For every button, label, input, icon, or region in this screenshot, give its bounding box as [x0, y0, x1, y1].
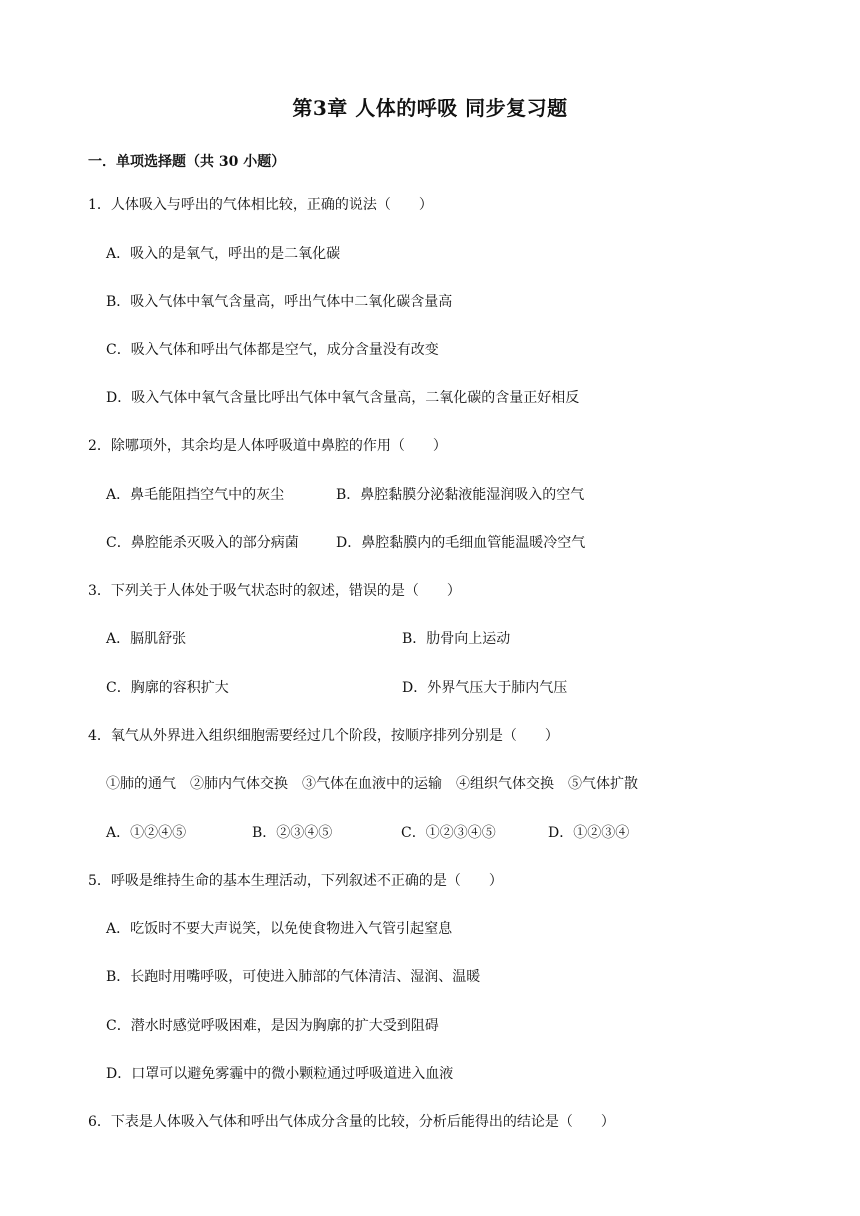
question-2-option-a: A．鼻毛能阻挡空气中的灰尘 — [106, 487, 285, 503]
page-title: 第3章 人体的呼吸 同步复习题 — [292, 96, 568, 120]
question-5-option-c: C．潜水时感觉呼吸困难，是因为胸廓的扩大受到阻碍 — [106, 1018, 439, 1034]
question-4-step-list: ①肺的通气 ②肺内气体交换 ③气体在血液中的运输 ④组织气体交换 ⑤气体扩散 — [106, 776, 638, 792]
question-3-stem: 3．下列关于人体处于吸气状态时的叙述，错误的是（ ） — [88, 583, 461, 599]
question-4-option-a: A．①②④⑤ — [106, 825, 187, 841]
question-4-option-d: D．①②③④ — [548, 825, 630, 841]
question-2-option-d: D．鼻腔黏膜内的毛细血管能温暖冷空气 — [336, 535, 586, 551]
question-6-stem: 6．下表是人体吸入气体和呼出气体成分含量的比较，分析后能得出的结论是（ ） — [88, 1114, 615, 1130]
question-2-option-b: B．鼻腔黏膜分泌黏液能湿润吸入的空气 — [336, 487, 585, 503]
question-1-stem: 1．人体吸入与呼出的气体相比较，正确的说法（ ） — [88, 197, 433, 213]
question-1-option-b: B．吸入气体中氧气含量高，呼出气体中二氧化碳含量高 — [106, 294, 453, 310]
question-1-option-a: A．吸入的是氧气，呼出的是二氧化碳 — [106, 246, 341, 262]
question-5-option-b: B．长跑时用嘴呼吸，可使进入肺部的气体清洁、湿润、温暖 — [106, 969, 481, 985]
question-4-option-b: B．②③④⑤ — [252, 825, 333, 841]
question-3-option-b: B．肋骨向上运动 — [402, 631, 511, 647]
question-5-option-a: A．吃饭时不要大声说笑，以免使食物进入气管引起窒息 — [106, 921, 453, 937]
section-heading: 一．单项选择题（共 30 小题） — [88, 154, 286, 170]
question-4-option-c: C．①②③④⑤ — [401, 825, 496, 841]
question-1-option-d: D．吸入气体中氧气含量比呼出气体中氧气含量高，二氧化碳的含量正好相反 — [106, 390, 580, 406]
question-3-option-c: C．胸廓的容积扩大 — [106, 680, 229, 696]
question-4-stem: 4．氧气从外界进入组织细胞需要经过几个阶段，按顺序排列分别是（ ） — [88, 728, 559, 744]
question-1-option-c: C．吸入气体和呼出气体都是空气，成分含量没有改变 — [106, 342, 439, 358]
question-2-option-c: C．鼻腔能杀灭吸入的部分病菌 — [106, 535, 299, 551]
question-3-option-a: A．膈肌舒张 — [106, 631, 187, 647]
question-5-stem: 5．呼吸是维持生命的基本生理活动，下列叙述不正确的是（ ） — [88, 873, 503, 889]
question-2-stem: 2．除哪项外，其余均是人体呼吸道中鼻腔的作用（ ） — [88, 438, 447, 454]
question-3-option-d: D．外界气压大于肺内气压 — [402, 680, 568, 696]
question-5-option-d: D．口罩可以避免雾霾中的微小颗粒通过呼吸道进入血液 — [106, 1066, 454, 1082]
